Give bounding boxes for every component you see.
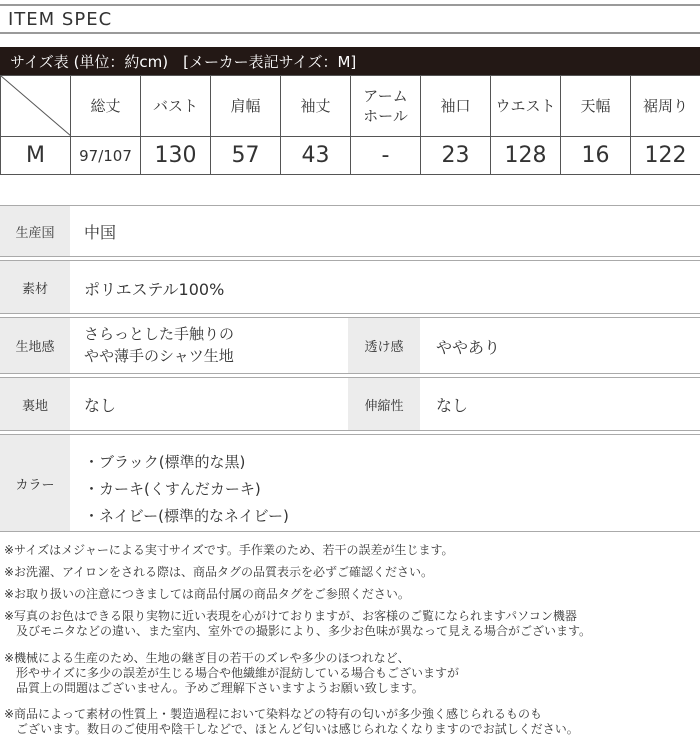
spec-row-material [0, 260, 700, 314]
corner-cell [1, 76, 71, 137]
note-item: ※商品によって素材の性質上・製造過程において染料などの特有の匂いが多少強く感じられるものも ございます。数日のご使用や陰干しなどで、ほとんど匂いは感じられなくなりますのでお試しください。 [4, 707, 579, 736]
spec-row-origin [0, 205, 700, 257]
note-item: ※写真のお色はできる限り実物に近い表現を心がけておりますが、お客様のご覧になられますパソコン機器 及びモニタなどの違い、また室内、室外での撮影により、多少お色味が異なって見える場合がございます。 [4, 609, 592, 638]
size-table-header-row [1, 76, 700, 137]
spec-row-texture [0, 317, 700, 374]
item-spec-title-bar [0, 4, 700, 34]
color-item: ・ブラック(標準的な黒) [84, 453, 246, 471]
header-cell: 裾周り [631, 76, 700, 137]
value-cell: 23 [421, 137, 491, 175]
size-table-header [0, 47, 700, 75]
note-item: ※お取り扱いの注意につきましては商品付属の商品タグをご参照ください。 [4, 587, 410, 601]
spec-value-line: さらっとした手触りの [84, 325, 235, 343]
spec-value: ポリエステル100% [84, 280, 225, 299]
spec-label: 素材 [0, 261, 70, 313]
spec-label: 生産国 [0, 206, 70, 256]
spec-value: なし [436, 396, 469, 415]
value-cell: - [351, 137, 421, 175]
size-table-caption: サイズ表 (単位：約cm) [メーカー表記サイズ：M] [10, 53, 357, 71]
value-cell: 130 [141, 137, 211, 175]
note-item: ※サイズはメジャーによる実寸サイズです。手作業のため、若干の誤差が生じます。 [4, 543, 454, 557]
size-table [0, 75, 700, 175]
value-cell: 122 [631, 137, 700, 175]
page-title: ITEM SPEC [8, 9, 113, 30]
spec-value: 中国 [84, 223, 117, 242]
header-cell: アーム ホール [351, 76, 421, 137]
spec-label: 裏地 [0, 378, 70, 430]
spec-label: 生地感 [0, 318, 70, 373]
value-cell: 16 [561, 137, 631, 175]
header-cell: ウエスト [491, 76, 561, 137]
value-cell: 97/107 [71, 137, 141, 175]
spec-row-color [0, 434, 700, 532]
header-cell: 天幅 [561, 76, 631, 137]
color-item: ・ネイビー(標準的なネイビー) [84, 507, 289, 525]
header-cell: 袖丈 [281, 76, 351, 137]
header-cell: 肩幅 [211, 76, 281, 137]
header-cell: 総丈 [71, 76, 141, 137]
spec-row-lining [0, 377, 700, 431]
spec-label: 伸縮性 [348, 378, 420, 430]
spec-value: なし [84, 396, 117, 415]
note-item: ※お洗濯、アイロンをされる際は、商品タグの品質表示を必ずご確認ください。 [4, 565, 433, 579]
diagonal-line-icon [1, 76, 71, 136]
note-item: ※機械による生産のため、生地の継ぎ目の若干のズレや多少のほつれなど、 形やサイズに多少の誤差が生じる場合や他繊維が混紡している場合もございますが 品質上の問題はございません。予めご理解下さいますようお願い致します。 [4, 651, 460, 695]
spec-label: カラー [0, 435, 70, 531]
size-label-cell: M [1, 137, 71, 175]
spec-value-line: やや薄手のシャツ生地 [84, 347, 234, 365]
size-table-row [1, 137, 700, 175]
header-cell: バスト [141, 76, 211, 137]
value-cell: 57 [211, 137, 281, 175]
header-cell: 袖口 [421, 76, 491, 137]
color-item: ・カーキ(くすんだカーキ) [84, 480, 261, 498]
spec-label: 透け感 [348, 318, 420, 373]
spec-value: ややあり [436, 338, 501, 357]
value-cell: 128 [491, 137, 561, 175]
value-cell: 43 [281, 137, 351, 175]
